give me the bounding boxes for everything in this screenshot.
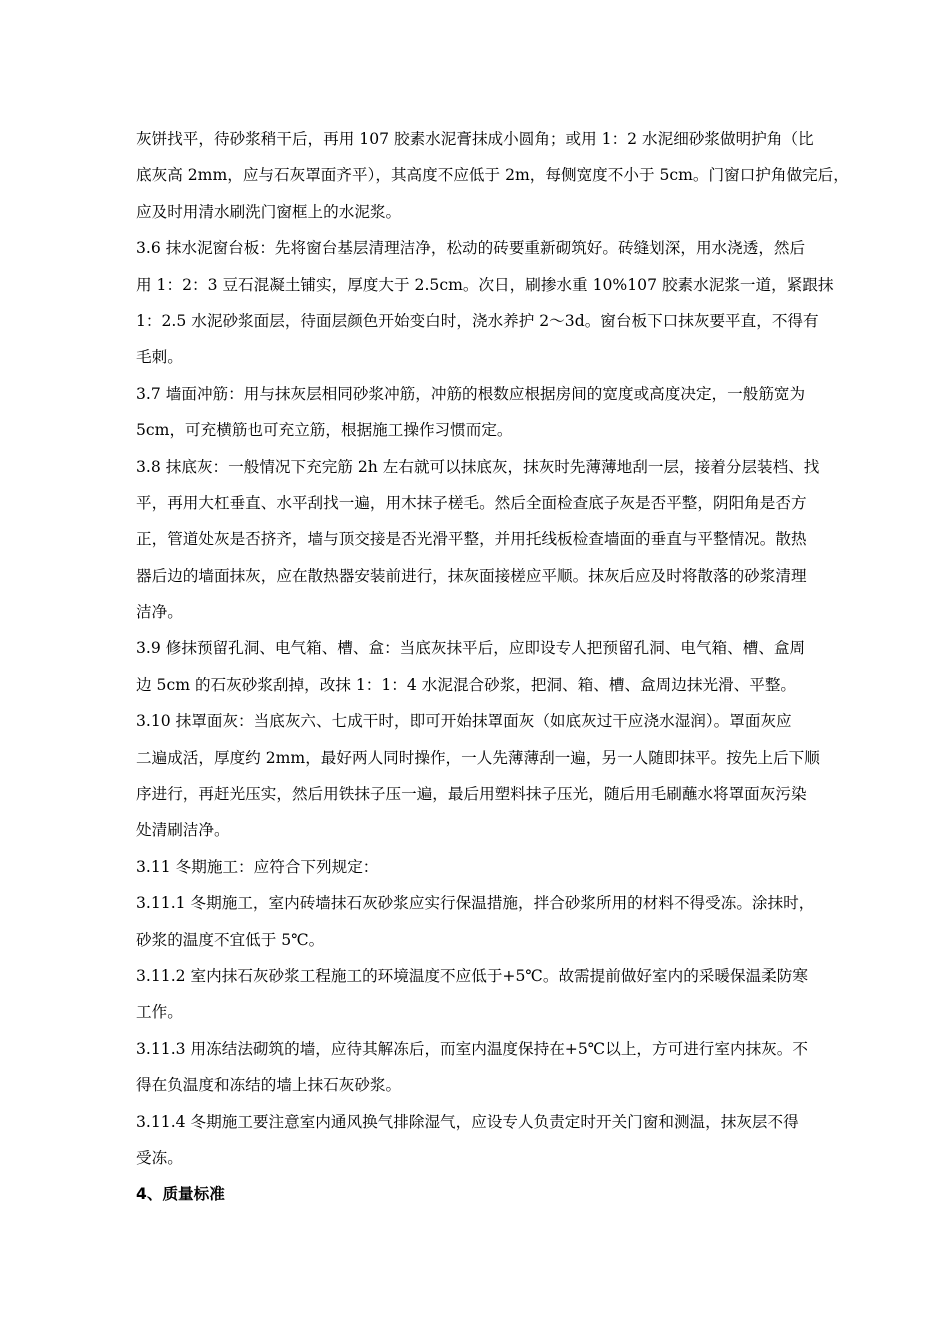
paragraph-line: 3.10 抹罩面灰：当底灰六、七成干时，即可开始抹罩面灰（如底灰过干应浇水湿润）。罩面灰应 bbox=[136, 712, 792, 731]
paragraph-line: 3.11.1 冬期施工，室内砖墙抹石灰砂浆应实行保温措施，拌合砂浆所用的材料不得受冻。涂抹时， bbox=[136, 894, 815, 913]
paragraph-line: 3.11 冬期施工：应符合下列规定： bbox=[136, 857, 379, 876]
paragraph-line: 用 1：2：3 豆石混凝土铺实，厚度大于 2.5cm。次日，刷掺水重 10%107 胶素水泥浆一道，紧跟抹 bbox=[136, 275, 834, 294]
paragraph-line: 灰饼找平，待砂浆稍干后，再用 107 胶素水泥膏抹成小圆角；或用 1：2 水泥细砂浆做明护角（比 bbox=[136, 130, 814, 148]
paragraph-line: 3.9 修抹预留孔洞、电气箱、槽、盒：当底灰抹平后，应即设专人把预留孔洞、电气箱、槽、盒周 bbox=[136, 639, 806, 658]
paragraph-line: 二遍成活，厚度约 2mm，最好两人同时操作，一人先薄薄刮一遍，另一人随即抹平。按先上后下顺 bbox=[136, 748, 820, 767]
paragraph-line: 受冻。 bbox=[136, 1148, 183, 1167]
paragraph-line: 正，管道处灰是否挤齐，墙与顶交接是否光滑平整，并用托线板检查墙面的垂直与平整情况。散热 bbox=[136, 530, 807, 549]
section-heading: 4、质量标准 bbox=[136, 1185, 225, 1204]
paragraph-line: 工作。 bbox=[136, 1003, 183, 1022]
paragraph-line: 3.7 墙面冲筋：用与抹灰层相同砂浆冲筋，冲筋的根数应根据房间的宽度或高度决定，一般筋宽为 bbox=[136, 384, 806, 403]
paragraph-line: 3.11.4 冬期施工要注意室内通风换气排除湿气，应设专人负责定时开关门窗和测温，抹灰层不得 bbox=[136, 1112, 799, 1131]
paragraph-line: 3.11.2 室内抹石灰砂浆工程施工的环境温度不应低于+5℃。故需提前做好室内的采暖保温柔防寒 bbox=[136, 966, 808, 985]
paragraph-line: 器后边的墙面抹灰，应在散热器安装前进行，抹灰面接槎应平顺。抹灰后应及时将散落的砂浆清理 bbox=[136, 566, 807, 585]
paragraph-line: 洁净。 bbox=[136, 603, 183, 622]
paragraph-line: 平，再用大杠垂直、水平刮找一遍，用木抹子槎毛。然后全面检查底子灰是否平整，阴阳角是否方 bbox=[136, 493, 807, 512]
document-body bbox=[136, 121, 868, 1213]
paragraph-line: 3.11.3 用冻结法砌筑的墙，应待其解冻后，而室内温度保持在+5℃以上，方可进行室内抹灰。不 bbox=[136, 1039, 808, 1058]
paragraph-line: 3.6 抹水泥窗台板：先将窗台基层清理洁净，松动的砖要重新砌筑好。砖缝划深，用水浇透，然后 bbox=[136, 239, 806, 258]
paragraph-line: 序进行，再赶光压实，然后用铁抹子压一遍，最后用塑料抹子压光，随后用毛刷蘸水将罩面灰污染 bbox=[136, 785, 807, 804]
paragraph-line: 处清刷洁净。 bbox=[136, 821, 230, 840]
paragraph-line: 应及时用清水刷洗门窗框上的水泥浆。 bbox=[136, 202, 402, 221]
paragraph-line: 3.8 抹底灰：一般情况下充完筋 2h 左右就可以抹底灰，抹灰时先薄薄地刮一层，接着分层装档、找 bbox=[136, 457, 820, 476]
paragraph-line: 底灰高 2mm，应与石灰罩面齐平），其高度不应低于 2m，每侧宽度不小于 5cm。门窗口护角做完后， bbox=[136, 166, 849, 185]
paragraph-line: 得在负温度和冻结的墙上抹石灰砂浆。 bbox=[136, 1076, 402, 1095]
paragraph-line: 毛刺。 bbox=[136, 348, 183, 367]
paragraph-line: 5cm，可充横筋也可充立筋，根据施工操作习惯而定。 bbox=[136, 421, 513, 440]
paragraph-line: 1：2.5 水泥砂浆面层，待面层颜色开始变白时，浇水养护 2～3d。窗台板下口抹灰要平直，不得有 bbox=[136, 311, 819, 330]
paragraph-line: 边 5cm 的石灰砂浆刮掉，改抹 1：1：4 水泥混合砂浆，把洞、箱、槽、盒周边抹光滑、平整。 bbox=[136, 675, 797, 694]
paragraph-line: 砂浆的温度不宜低于 5℃。 bbox=[136, 930, 325, 949]
